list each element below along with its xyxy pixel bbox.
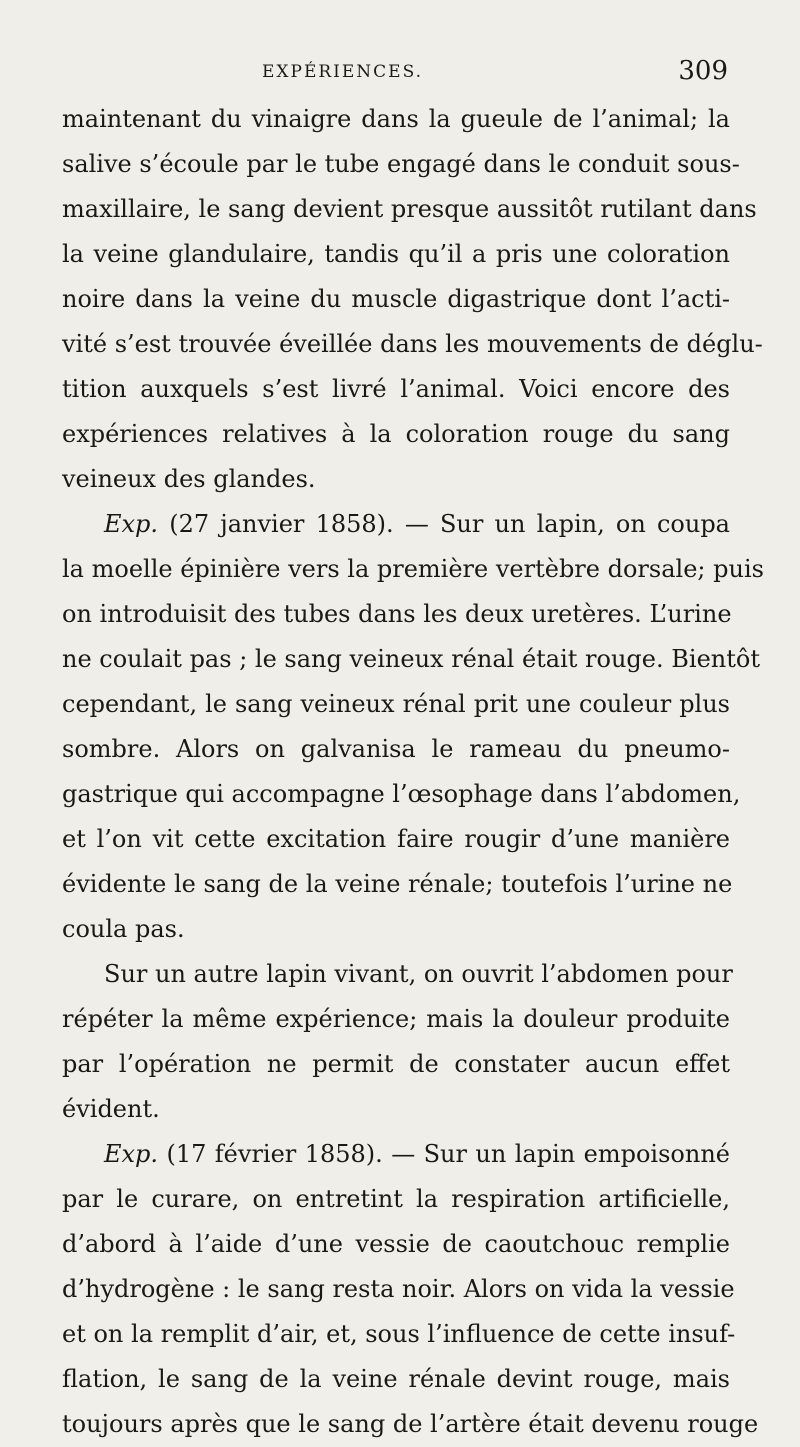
exp-label: Exp.	[104, 510, 159, 538]
page-number: 309	[678, 56, 728, 86]
text-segment: (17 février 1858). — Sur un lapin empoisonné	[158, 1140, 730, 1168]
text-line: noire dans la veine du muscle digastrique dont l’acti-	[62, 285, 730, 313]
text-line: et l’on vit cette excitation faire rougir d’une manière	[62, 825, 730, 853]
text-line: cependant, le sang veineux rénal prit une couleur plus	[62, 690, 730, 718]
text-line	[62, 1132, 730, 1177]
text-line: par l’opération ne permit de constater aucun effet	[62, 1050, 730, 1078]
text-line: d’abord à l’aide d’une vessie de caoutchouc remplie	[62, 1230, 730, 1258]
text-line: salive s’écoule par le tube engagé dans le conduit sous-	[62, 150, 740, 178]
text-line: tition auxquels s’est livré l’animal. Voici encore des	[62, 375, 730, 403]
text-line: vité s’est trouvée éveillée dans les mouvements de déglu-	[62, 330, 763, 358]
running-head: EXPÉRIENCES.	[262, 62, 424, 82]
text-line: coula pas.	[62, 915, 185, 943]
text-line: maintenant du vinaigre dans la gueule de l’animal; la	[62, 105, 730, 133]
text-line: gastrique qui accompagne l’œsophage dans l’abdomen,	[62, 780, 741, 808]
text-line: d’hydrogène : le sang resta noir. Alors on vida la vessie	[62, 1275, 735, 1303]
text-line: par le curare, on entretint la respiration artificielle,	[62, 1185, 730, 1213]
text-line: on introduisit des tubes dans les deux uretères. L’urine	[62, 600, 732, 628]
text-line: toujours après que le sang de l’artère était devenu rouge	[62, 1410, 759, 1438]
body-text	[62, 97, 764, 1447]
text-line: ne coulait pas ; le sang veineux rénal était rouge. Bientôt	[62, 645, 760, 673]
text-line: évident.	[62, 1095, 160, 1123]
text-line: veineux des glandes.	[62, 465, 316, 493]
page-header	[56, 56, 744, 102]
exp-label: Exp.	[104, 1140, 159, 1168]
text-line: sombre. Alors on galvanisa le rameau du pneumo-	[62, 735, 730, 763]
text-line: et on la remplit d’air, et, sous l’influence de cette insuf-	[62, 1320, 736, 1348]
text-line: évidente le sang de la veine rénale; toutefois l’urine ne	[62, 870, 733, 898]
text-line: Sur un autre lapin vivant, on ouvrit l’abdomen pour	[104, 960, 733, 988]
text-line	[62, 502, 730, 547]
text-line: la moelle épinière vers la première vertèbre dorsale; puis	[62, 555, 764, 583]
text-line: maxillaire, le sang devient presque aussitôt rutilant dans	[62, 195, 757, 223]
text-line: expériences relatives à la coloration rouge du sang	[62, 420, 730, 448]
text-line: flation, le sang de la veine rénale devint rouge, mais	[62, 1365, 730, 1393]
text-line: répéter la même expérience; mais la douleur produite	[62, 1005, 730, 1033]
text-segment: (27 janvier 1858). — Sur un lapin, on coupa	[158, 510, 730, 538]
text-line: la veine glandulaire, tandis qu’il a pris une coloration	[62, 240, 730, 268]
